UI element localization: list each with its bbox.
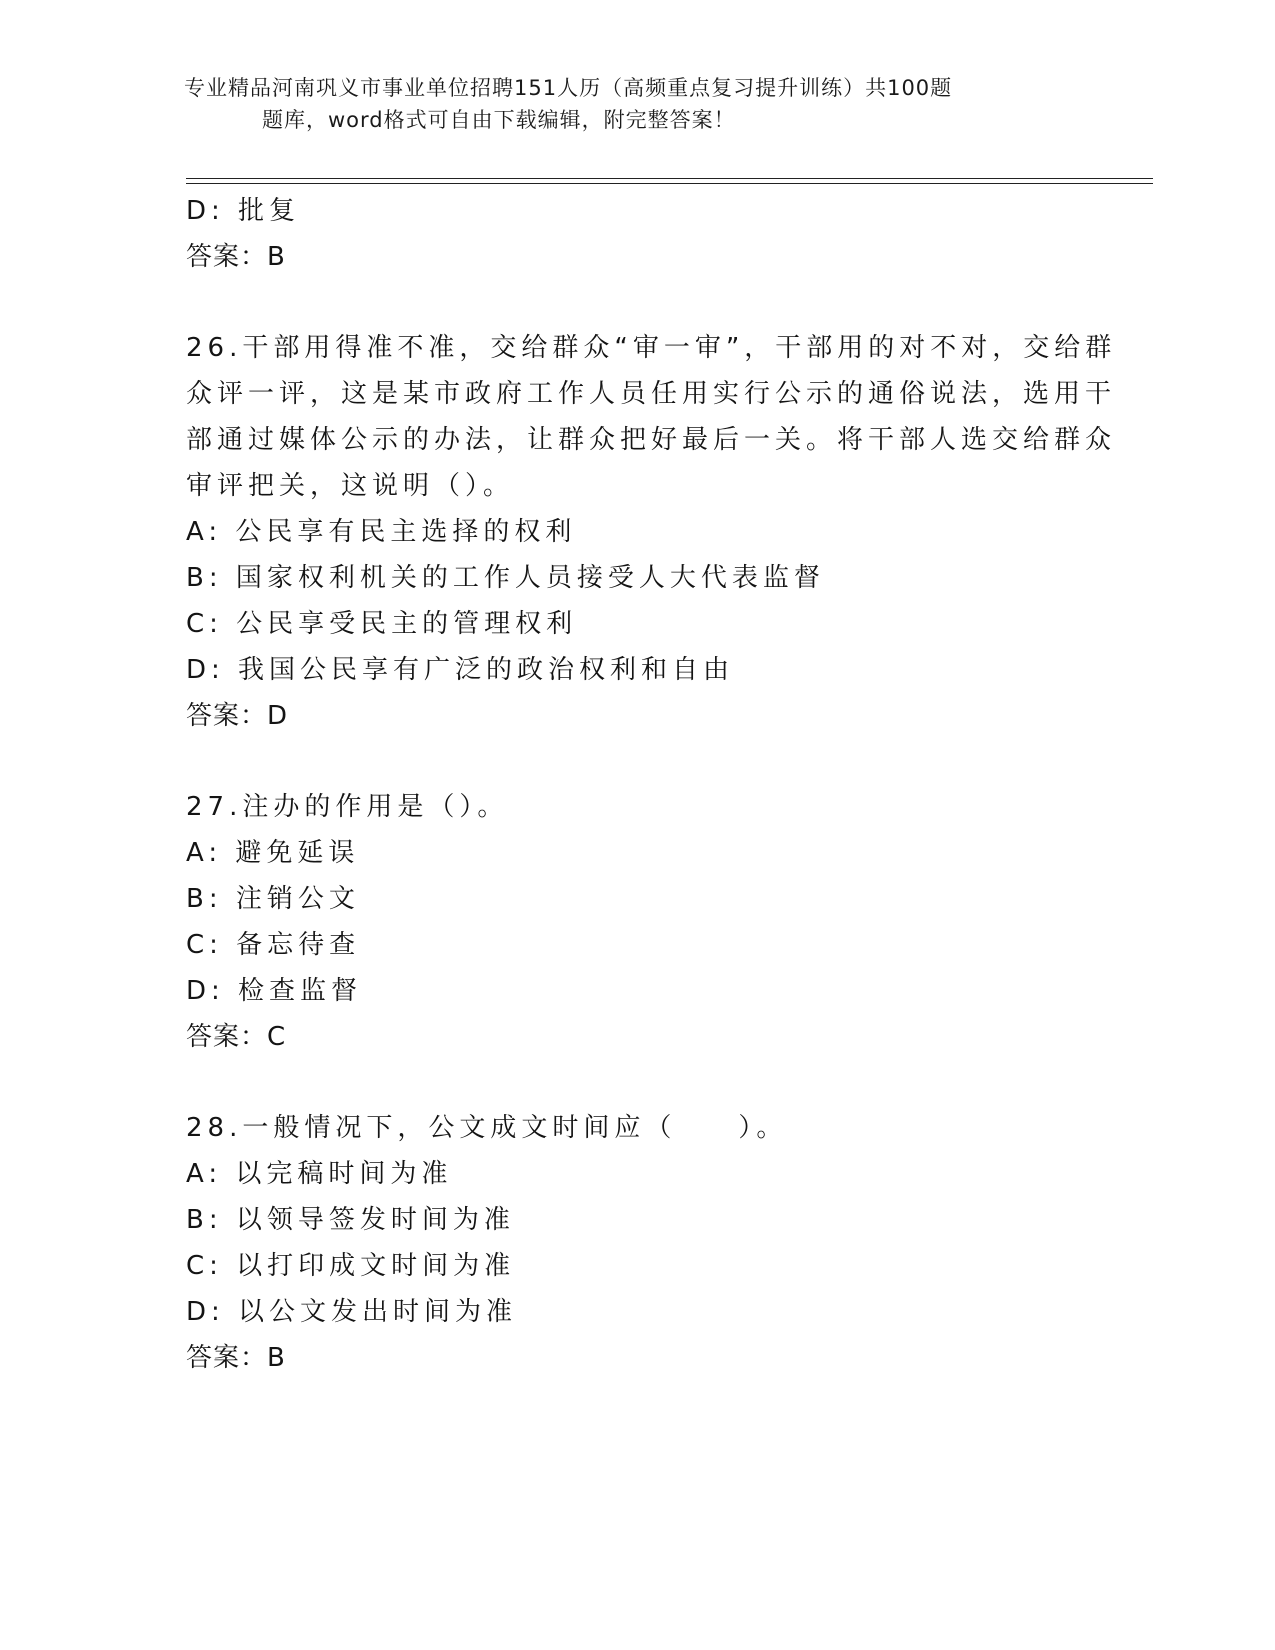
question-26-option-a: A: 公民享有民主选择的权利 [186,517,577,547]
question-27-option-b: B: 注销公文 [186,884,360,914]
question-26-text-line-4: 审评把关，这说明（）。 [186,471,515,501]
header-divider-bottom [186,183,1153,184]
question-28 [186,1105,1086,1381]
question-28-answer: 答案：B [186,1343,286,1373]
question-28-option-a: A: 以完稿时间为准 [186,1159,453,1189]
question-28-option-d: D: 以公文发出时间为准 [186,1297,518,1327]
question-26-answer: 答案：D [186,701,289,731]
question-26-option-d: D: 我国公民享有广泛的政治权利和自由 [186,655,735,685]
prev-option-d: D: 批复 [186,196,301,226]
prev-answer: 答案：B [186,242,286,272]
question-26-option-b: B: 国家权利机关的工作人员接受人大代表监督 [186,563,825,593]
question-27-text: 27.注办的作用是（）。 [186,792,509,822]
question-26-text-line-2: 众评一评，这是某市政府工作人员任用实行公示的通俗说法，选用干 [186,379,1117,409]
question-28-option-c: C: 以打印成文时间为准 [186,1251,516,1281]
question-28-option-b: B: 以领导签发时间为准 [186,1205,515,1235]
question-27-option-d: D: 检查监督 [186,976,363,1006]
question-27-option-c: C: 备忘待查 [186,930,361,960]
header-title-line-2: 题库，word格式可自由下载编辑，附完整答案！ [262,108,736,132]
question-27-answer: 答案：C [186,1022,287,1052]
question-26-text-line-3: 部通过媒体公示的办法，让群众把好最后一关。将干部人选交给群众 [186,425,1117,455]
header-divider-top [186,178,1153,179]
question-27-option-a: A: 避免延误 [186,838,360,868]
question-27 [186,784,1086,1060]
question-28-text: 28.一般情况下，公文成文时间应（ ）。 [186,1113,788,1143]
header-title-line-1: 专业精品河南巩义市事业单位招聘151人历（高频重点复习提升训练）共100题 [184,76,953,100]
question-26-text-line-1: 26.干部用得准不准，交给群众“审一审”，干部用的对不对，交给群 [186,333,1117,363]
document-header [184,72,1084,136]
question-26-option-c: C: 公民享受民主的管理权利 [186,609,578,639]
question-26 [186,325,1117,739]
question-list [186,188,1117,1381]
